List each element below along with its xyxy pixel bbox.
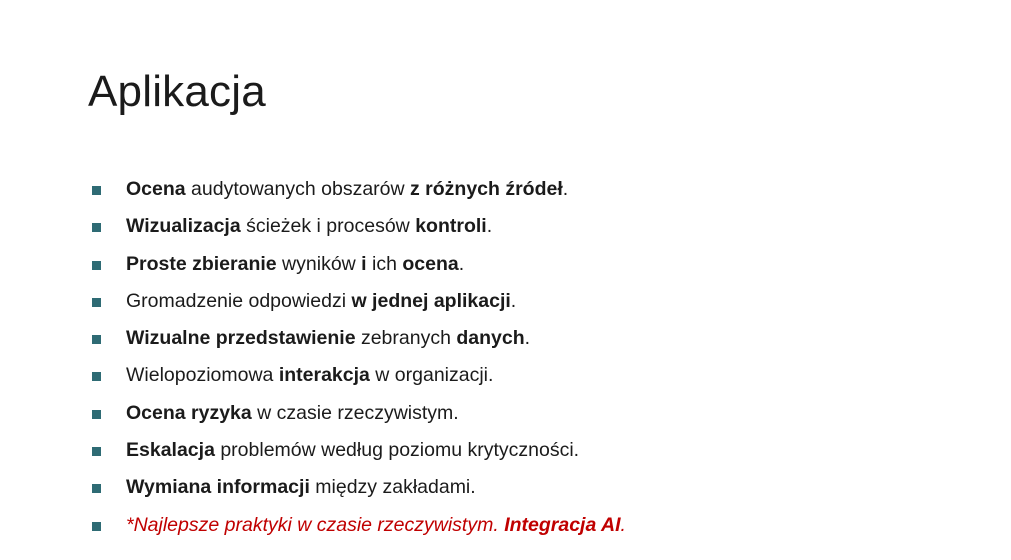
list-item-text: Gromadzenie odpowiedzi w jednej aplikacji. [126, 289, 517, 312]
list-item-text: *Najlepsze praktyki w czasie rzeczywistym. Integracja AI. [126, 513, 626, 536]
bullet-square-icon [92, 298, 101, 307]
list-item-text: Wielopoziomowa interakcja w organizacji. [126, 364, 494, 387]
list-item [88, 439, 948, 463]
list-item [88, 327, 948, 351]
bullet-square-icon [92, 410, 101, 419]
bullet-square-icon [92, 261, 101, 270]
list-item-text: Proste zbieranie wyników i ich ocena. [126, 252, 465, 275]
list-item [88, 476, 948, 500]
list-item-text: Eskalacja problemów według poziomu krytyczności. [126, 438, 580, 461]
list-item [88, 215, 948, 239]
list-item-text: Ocena ryzyka w czasie rzeczywistym. [126, 401, 459, 424]
list-item-text: Ocena audytowanych obszarów z różnych źródeł. [126, 178, 569, 200]
list-item [88, 514, 948, 538]
list-item [88, 178, 948, 202]
bullet-square-icon [92, 484, 101, 493]
list-item-text: Wizualizacja ścieżek i procesów kontroli. [126, 215, 493, 238]
page-title: Aplikacja [88, 67, 266, 116]
bullet-square-icon [92, 223, 101, 232]
list-item [88, 253, 948, 277]
bullet-square-icon [92, 447, 101, 456]
list-item [88, 290, 948, 314]
list-item-text: Wizualne przedstawienie zebranych danych. [126, 327, 531, 350]
list-item [88, 402, 948, 426]
list-item-text: Wymiana informacji między zakładami. [126, 476, 476, 499]
bullet-square-icon [92, 372, 101, 381]
bullet-square-icon [92, 522, 101, 531]
bullet-square-icon [92, 186, 101, 195]
list-item [88, 364, 948, 388]
bullet-list [88, 178, 948, 551]
bullet-square-icon [92, 335, 101, 344]
